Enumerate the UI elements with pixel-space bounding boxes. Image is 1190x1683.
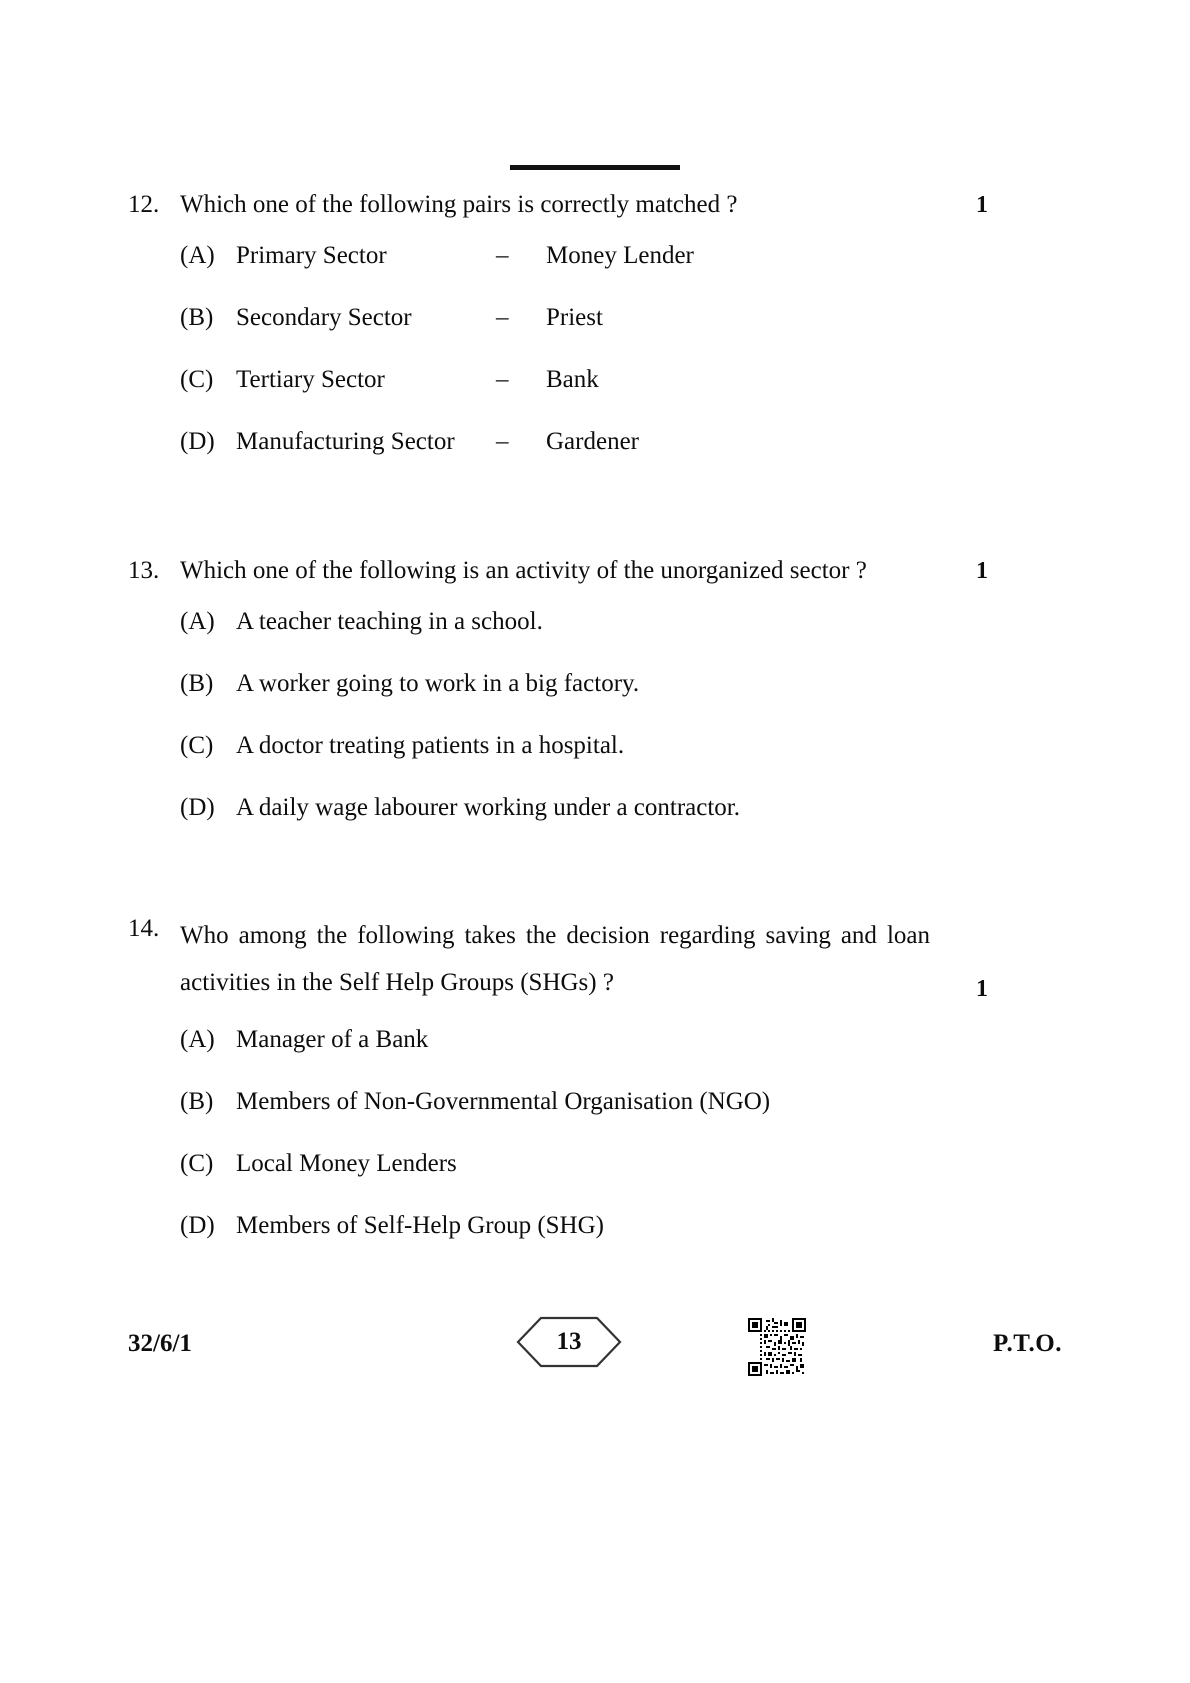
question-14-options [128, 1024, 988, 1242]
option-text: A doctor treating patients in a hospital. [236, 732, 625, 759]
option-label: (D) [180, 1212, 215, 1239]
paper-code: 32/6/1 [128, 1330, 192, 1357]
question-14-number: 14. [128, 915, 160, 942]
question-12-marks: 1 [976, 192, 988, 218]
qr-code-icon [748, 1318, 806, 1376]
option-text: A worker going to work in a big factory. [236, 670, 640, 697]
option-text: Manager of a Bank [236, 1026, 429, 1053]
option-12-c[interactable] [180, 364, 988, 396]
option-dash: – [496, 242, 509, 269]
question-14 [128, 912, 988, 1242]
option-13-d[interactable] [180, 792, 988, 824]
option-text: Members of Non-Governmental Organisation (NGO) [236, 1088, 771, 1115]
option-dash: – [496, 428, 509, 455]
option-14-a[interactable] [180, 1024, 988, 1056]
question-13-marks: 1 [976, 558, 988, 584]
option-right-term: Bank [546, 366, 599, 393]
question-13 [128, 554, 988, 824]
option-text: A teacher teaching in a school. [236, 608, 543, 635]
option-12-d[interactable] [180, 426, 988, 458]
question-13-number: 13. [128, 557, 160, 584]
option-label: (B) [180, 304, 214, 331]
spacer-after-q12 [128, 488, 988, 554]
spacer-after-q13 [128, 854, 988, 912]
option-14-d[interactable] [180, 1210, 988, 1242]
option-text: Local Money Lenders [236, 1150, 457, 1177]
question-13-options [128, 606, 988, 824]
question-14-text: Who among the following takes the decision regarding saving and loan activities in the Self Help Groups (SHGs) ? [180, 922, 930, 996]
option-label: (A) [180, 242, 215, 269]
questions-container [128, 188, 988, 1272]
option-right-term: Gardener [546, 428, 639, 455]
option-left-term: Secondary Sector [236, 304, 412, 331]
option-13-a[interactable] [180, 606, 988, 638]
option-left-term: Manufacturing Sector [236, 428, 455, 455]
question-12 [128, 188, 988, 458]
question-12-options [128, 240, 988, 458]
question-12-number: 12. [128, 191, 160, 218]
option-label: (C) [180, 1150, 214, 1177]
page-number-badge [514, 1316, 624, 1368]
option-14-b[interactable] [180, 1086, 988, 1118]
option-right-term: Priest [546, 304, 603, 331]
option-label: (D) [180, 428, 215, 455]
question-14-header [128, 912, 988, 1006]
option-label: (C) [180, 732, 214, 759]
top-divider [0, 165, 1190, 170]
question-13-header [128, 554, 988, 588]
option-12-b[interactable] [180, 302, 988, 334]
question-14-marks: 1 [976, 976, 988, 1002]
option-12-a[interactable] [180, 240, 988, 272]
option-text: A daily wage labourer working under a contractor. [236, 794, 740, 821]
option-label: (B) [180, 1088, 214, 1115]
option-right-term: Money Lender [546, 242, 694, 269]
option-label: (B) [180, 670, 214, 697]
option-text: Members of Self-Help Group (SHG) [236, 1212, 604, 1239]
option-left-term: Primary Sector [236, 242, 387, 269]
option-label: (C) [180, 366, 214, 393]
option-13-b[interactable] [180, 668, 988, 700]
page-footer [128, 1316, 1062, 1386]
option-label: (A) [180, 608, 215, 635]
option-dash: – [496, 304, 509, 331]
option-label: (A) [180, 1026, 215, 1053]
question-13-text: Which one of the following is an activity of the unorganized sector ? [180, 557, 867, 584]
question-12-text: Which one of the following pairs is correctly matched ? [180, 191, 738, 218]
page-number: 13 [556, 1328, 582, 1355]
option-left-term: Tertiary Sector [236, 366, 385, 393]
option-dash: – [496, 366, 509, 393]
option-13-c[interactable] [180, 730, 988, 762]
top-rule-line [510, 165, 680, 170]
option-14-c[interactable] [180, 1148, 988, 1180]
pto-label: P.T.O. [993, 1330, 1062, 1357]
question-12-header [128, 188, 988, 222]
option-label: (D) [180, 794, 215, 821]
